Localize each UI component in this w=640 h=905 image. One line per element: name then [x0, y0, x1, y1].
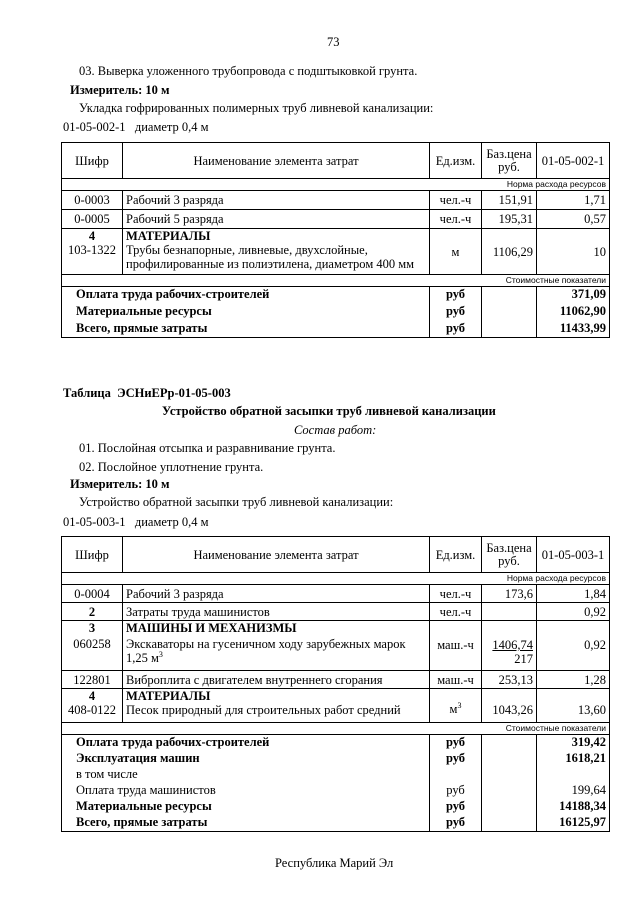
total-row: Всего, прямые затраты руб 16125,97 — [62, 815, 610, 832]
table-row: 4 103-1322 МАТЕРИАЛЫ Трубы безнапорные, ливневые, двухслойные, профилированные из полиэтилена, диаметром 400 мм м 1106,29 10 — [62, 229, 610, 275]
header-code: Шифр — [62, 143, 123, 179]
total-row: Эксплуатация машин руб 1618,21 — [62, 751, 610, 767]
work-item-02: 02. Послойное уплотнение грунта. — [79, 460, 264, 474]
header-unit: Ед.изм. — [430, 143, 482, 179]
table-row: 0-0003 Рабочий 3 разряда чел.-ч 151,91 1,71 — [62, 191, 610, 210]
table-row: 122801 Виброплита с двигателем внутреннего сгорания маш.-ч 253,13 1,28 — [62, 671, 610, 689]
resource-table-1 — [61, 142, 610, 338]
total-row: Материальные ресурсы руб 11062,90 — [62, 304, 610, 321]
total-row: Оплата труда рабочих-строителей руб 319,42 — [62, 735, 610, 751]
intro-2: Устройство обратной засыпки труб ливневой канализации: — [79, 495, 394, 509]
table-row: 0-0004 Рабочий 3 разряда чел.-ч 173,6 1,84 — [62, 585, 610, 603]
norm-label: Норма расхода ресурсов — [62, 573, 610, 585]
intro-1: Укладка гофрированных полимерных труб ливневой канализации: — [79, 101, 434, 115]
measure-label-1: Измеритель: 10 м — [70, 83, 170, 97]
work-item-01: 01. Послойная отсыпка и разравнивание грунта. — [79, 441, 336, 455]
total-row: Материальные ресурсы руб 14188,34 — [62, 799, 610, 815]
header-price: Баз.цена руб. — [482, 537, 537, 573]
total-row: Оплата труда машинистов руб 199,64 — [62, 783, 610, 799]
group-title-machines: МАШИНЫ И МЕХАНИЗМЫ — [126, 621, 297, 635]
group-title-materials: МАТЕРИАЛЫ — [126, 689, 211, 703]
page-number: 73 — [327, 35, 340, 49]
group-title-materials: МАТЕРИАЛЫ — [126, 229, 211, 243]
header-code: Шифр — [62, 537, 123, 573]
header-norm-code: 01-05-002-1 — [537, 143, 610, 179]
footer-region: Республика Марий Эл — [275, 856, 394, 870]
table-label-2: Таблица ЭСНиЕРр-01-05-003 — [63, 386, 231, 400]
measure-label-2: Измеритель: 10 м — [70, 477, 170, 491]
header-name: Наименование элемента затрат — [123, 143, 430, 179]
section-title-2: Устройство обратной засыпки труб ливневой канализации — [162, 404, 496, 418]
total-row: Оплата труда рабочих-строителей руб 371,09 — [62, 287, 610, 304]
header-price: Баз.цена руб. — [482, 143, 537, 179]
cost-label: Стоимостные показатели — [62, 275, 610, 287]
table-row: 4 408-0122 МАТЕРИАЛЫ Песок природный для строительных работ средний $м^3$ 1043,26 13,60 — [62, 689, 610, 723]
header-norm-code: 01-05-003-1 — [537, 537, 610, 573]
total-row: в том числе — [62, 767, 610, 783]
total-row: Всего, прямые затраты руб 11433,99 — [62, 321, 610, 338]
work-item-03: 03. Выверка уложенного трубопровода с подштыковкой грунта. — [79, 64, 418, 78]
table-row: 0-0005 Рабочий 5 разряда чел.-ч 195,31 0,57 — [62, 210, 610, 229]
header-unit: Ед.изм. — [430, 537, 482, 573]
resource-table-2 — [61, 536, 610, 832]
header-name: Наименование элемента затрат — [123, 537, 430, 573]
code-line-2: 01-05-003-1 диаметр 0,4 м — [63, 515, 209, 529]
table-row: 3 060258 МАШИНЫ И МЕХАНИЗМЫ Экскаваторы на гусеничном ходу зарубежных марок 1,25 $м^3$ маш.-ч 1406,74 217 0,92 — [62, 621, 610, 671]
code-line-1: 01-05-002-1 диаметр 0,4 м — [63, 120, 209, 134]
table-row: 2 Затраты труда машинистов чел.-ч 0,92 — [62, 603, 610, 621]
cost-label: Стоимостные показатели — [62, 723, 610, 735]
composition-label: Состав работ: — [294, 423, 377, 437]
norm-label: Норма расхода ресурсов — [62, 179, 610, 191]
